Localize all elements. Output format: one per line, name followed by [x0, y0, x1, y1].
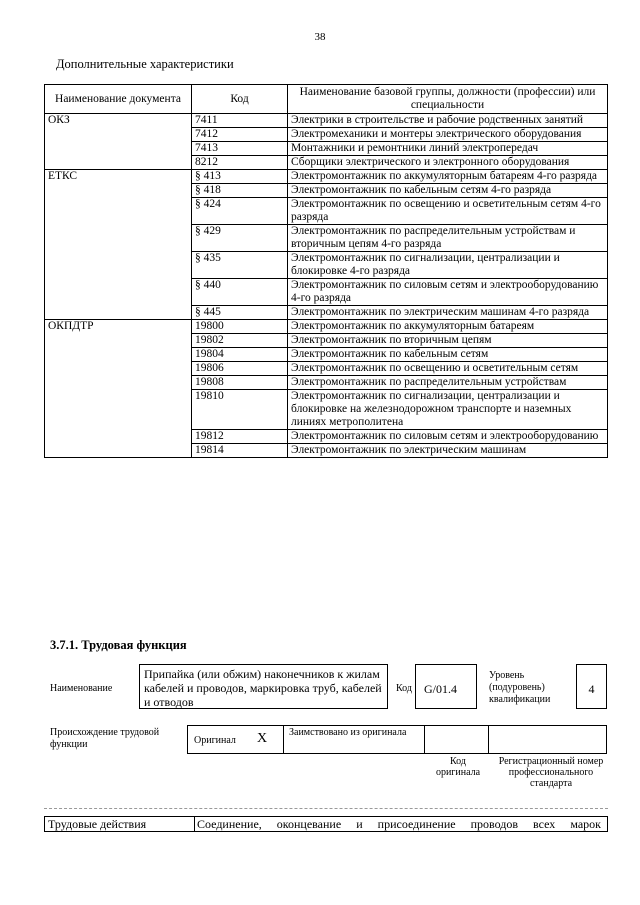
code-cell: 19802 — [192, 334, 288, 348]
characteristics-table — [44, 84, 608, 458]
table-row — [45, 170, 608, 184]
group-name-cell: Электромонтажник по кабельным сетям 4-го разряда — [288, 184, 608, 198]
code-cell: § 418 — [192, 184, 288, 198]
group-name-cell: Электромонтажник по распределительным устройствам и вторичным цепям 4-го разряда — [288, 225, 608, 252]
labour-actions-text: Соединение, оконцевание и присоединение проводов всех марок — [197, 817, 601, 831]
group-name-cell: Электромонтажник по кабельным сетям — [288, 348, 608, 362]
borrowed-label: Заимствовано из оригинала — [289, 727, 407, 738]
document-name-cell: ЕТКС — [45, 170, 192, 320]
code-cell: 19810 — [192, 390, 288, 430]
table-row — [45, 320, 608, 334]
origin-label: Происхождение трудовой функции — [50, 727, 160, 750]
group-name-cell: Электромонтажник по аккумуляторным батареям 4-го разряда — [288, 170, 608, 184]
labour-actions-label: Трудовые действия — [45, 817, 195, 831]
registration-number-label: Регистрационный номер профессионального стандарта — [498, 756, 604, 789]
group-name-cell: Монтажники и ремонтники линий электропередач — [288, 142, 608, 156]
document-name-cell: ОКЗ — [45, 114, 192, 170]
group-name-cell: Электромонтажник по электрическим машинам 4-го разряда — [288, 306, 608, 320]
code-cell: 19814 — [192, 444, 288, 458]
code-cell: 19808 — [192, 376, 288, 390]
section-title: Дополнительные характеристики — [56, 57, 234, 71]
code-cell: 19800 — [192, 320, 288, 334]
code-cell: § 429 — [192, 225, 288, 252]
code-cell: 7411 — [192, 114, 288, 128]
function-name-value: Припайка (или обжим) наконечников к жилам кабелей и проводов, маркировка труб, кабелей и отводов — [139, 664, 388, 709]
group-name-cell: Электромонтажник по силовым сетям и электрооборудованию — [288, 430, 608, 444]
header-group-name: Наименование базовой группы, должности (профессии) или специальности — [288, 85, 608, 114]
group-name-cell: Электромонтажник по вторичным цепям — [288, 334, 608, 348]
group-name-cell: Электромонтажник по освещению и осветительным сетям 4-го разряда — [288, 198, 608, 225]
group-name-cell: Электромонтажник по сигнализации, централизации и блокировке на железнодорожном транспорте и наземных линиях метрополитена — [288, 390, 608, 430]
group-name-cell: Электромонтажник по распределительным устройствам — [288, 376, 608, 390]
header-document: Наименование документа — [45, 85, 192, 114]
labour-actions-row — [44, 816, 608, 832]
group-name-cell: Электромонтажник по электрическим машинам — [288, 444, 608, 458]
group-name-cell: Электромонтажник по сигнализации, централизации и блокировке 4-го разряда — [288, 252, 608, 279]
code-cell: 7413 — [192, 142, 288, 156]
page-number: 38 — [314, 31, 326, 43]
code-cell: § 413 — [192, 170, 288, 184]
code-cell: 19806 — [192, 362, 288, 376]
separator — [44, 808, 608, 809]
original-label: Оригинал — [194, 735, 236, 746]
group-name-cell: Электрики в строительстве и рабочие родственных занятий — [288, 114, 608, 128]
code-cell: § 440 — [192, 279, 288, 306]
function-heading: 3.7.1. Трудовая функция — [50, 638, 187, 652]
group-name-cell: Электромеханики и монтеры электрического оборудования — [288, 128, 608, 142]
qualification-level-value: 4 — [576, 664, 607, 709]
code-label: Код — [396, 683, 412, 694]
table-header-row — [45, 85, 608, 114]
group-name-cell: Электромонтажник по освещению и осветительным сетям — [288, 362, 608, 376]
code-cell: 19804 — [192, 348, 288, 362]
group-name-cell: Сборщики электрического и электронного оборудования — [288, 156, 608, 170]
header-code: Код — [192, 85, 288, 114]
group-name-cell: Электромонтажник по аккумуляторным батареям — [288, 320, 608, 334]
code-cell: § 435 — [192, 252, 288, 279]
code-cell: 7412 — [192, 128, 288, 142]
code-cell: 8212 — [192, 156, 288, 170]
code-cell: 19812 — [192, 430, 288, 444]
group-name-cell: Электромонтажник по силовым сетям и электрооборудованию 4-го разряда — [288, 279, 608, 306]
name-label: Наименование — [50, 683, 113, 694]
qualification-level-label: Уровень (подуровень) квалификации — [489, 670, 551, 705]
code-cell: § 424 — [192, 198, 288, 225]
function-code-value: G/01.4 — [415, 664, 477, 709]
code-original-label: Код оригинала — [435, 756, 481, 778]
code-cell: § 445 — [192, 306, 288, 320]
original-mark: X — [257, 731, 268, 746]
table-row — [45, 114, 608, 128]
document-name-cell: ОКПДТР — [45, 320, 192, 458]
